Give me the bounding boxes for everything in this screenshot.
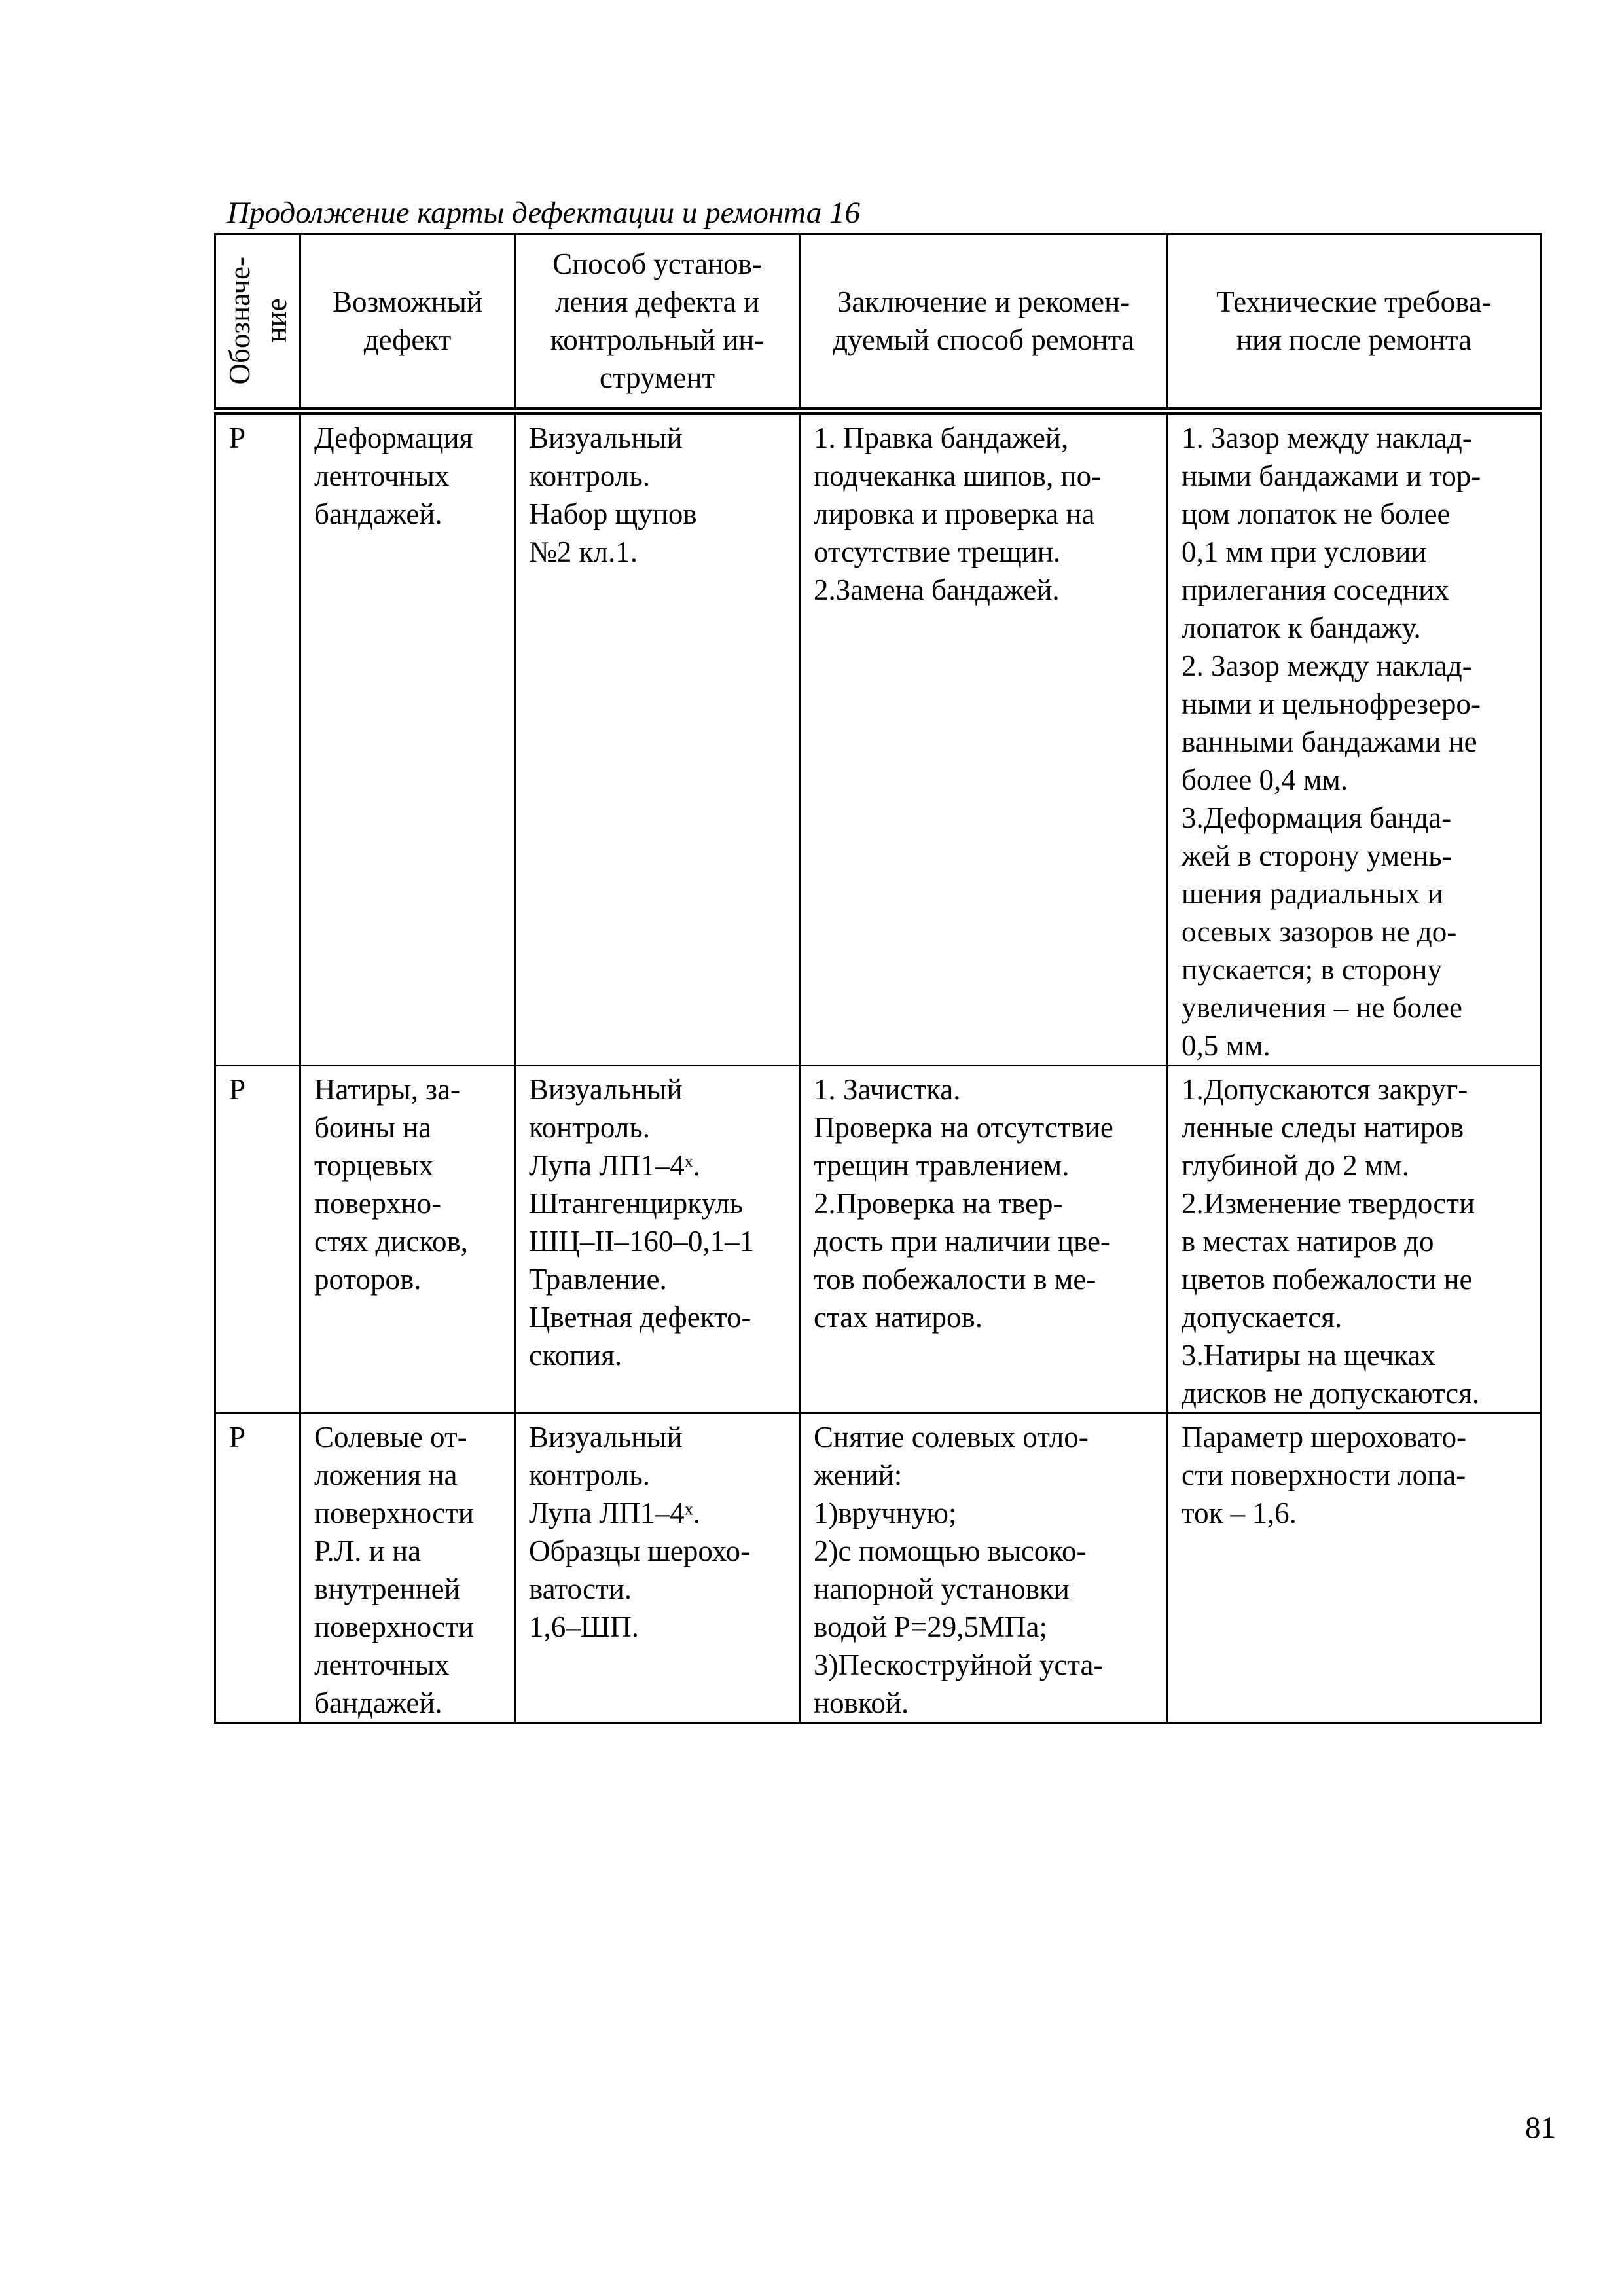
- cell-designation: Р: [215, 1065, 300, 1413]
- page-number: 81: [1525, 2111, 1556, 2145]
- cell-defect: Натиры, за- боины на торцевых поверхно- стях дисков, роторов.: [300, 1065, 515, 1413]
- header-requirements: Технические требова- ния после ремонта: [1168, 234, 1541, 411]
- cell-repair: 1. Зачистка. Проверка на отсутствие трещин травлением. 2.Проверка на твер- дость при наличии цве- тов побежалости в ме- стах натиров.: [800, 1065, 1168, 1413]
- cell-repair: 1. Правка бандажей, подчеканка шипов, по- лировка и проверка на отсутствие трещин. 2.Замена бандажей.: [800, 411, 1168, 1066]
- header-designation-label: Обозначе- ние: [223, 257, 293, 385]
- header-repair: Заключение и рекомен- дуемый способ ремонта: [800, 234, 1168, 411]
- cell-defect: Солевые от- ложения на поверхности Р.Л. и на внутренней поверхности ленточных бандажей.: [300, 1413, 515, 1722]
- table-caption: Продолжение карты дефектации и ремонта 16: [227, 196, 860, 230]
- table-row: [215, 1413, 1541, 1722]
- table-row: [215, 411, 1541, 1066]
- header-designation: [215, 234, 300, 411]
- cell-defect: Деформация ленточных бандажей.: [300, 411, 515, 1066]
- cell-repair: Снятие солевых отло- жений: 1)вручную; 2)с помощью высоко- напорной установки водой Р=29,5МПа; 3)Пескоструйной уста- новкой.: [800, 1413, 1168, 1722]
- cell-designation: Р: [215, 411, 300, 1066]
- cell-method: Визуальный контроль. Лупа ЛП1–4ˣ. Образцы шерохо- ватости. 1,6–ШП.: [515, 1413, 800, 1722]
- header-defect: Возможный дефект: [300, 234, 515, 411]
- cell-method: Визуальный контроль. Набор щупов №2 кл.1.: [515, 411, 800, 1066]
- table-row: [215, 1065, 1541, 1413]
- defect-repair-table: [214, 233, 1542, 1724]
- header-method: Способ установ- ления дефекта и контрольный ин- струмент: [515, 234, 800, 411]
- cell-method: Визуальный контроль. Лупа ЛП1–4ˣ. Штангенциркуль ШЦ–II–160–0,1–1 Травление. Цветная дефекто- скопия.: [515, 1065, 800, 1413]
- cell-requirements: Параметр шероховато- сти поверхности лопа- ток – 1,6.: [1168, 1413, 1541, 1722]
- table-header-row: [215, 234, 1541, 411]
- cell-requirements: 1. Зазор между наклад- ными бандажами и тор- цом лопаток не более 0,1 мм при условии прилегания соседних лопаток к бандажу. 2. Зазор между наклад- ными и цельнофрезеро- ванными бандажами не более 0,4 мм. 3.Деформация банда- жей в сторону умень- шения радиальных и осевых зазоров не до- пускается; в сторону увеличения – не более 0,5 мм.: [1168, 411, 1541, 1066]
- cell-designation: Р: [215, 1413, 300, 1722]
- cell-requirements: 1.Допускаются закруг- ленные следы натиров глубиной до 2 мм. 2.Изменение твердости в местах натиров до цветов побежалости не допускается. 3.Натиры на щечках дисков не допускаются.: [1168, 1065, 1541, 1413]
